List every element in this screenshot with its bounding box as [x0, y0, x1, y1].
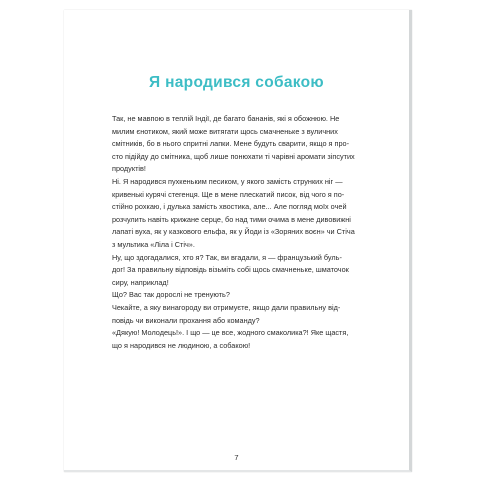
text-line: милим єнотиком, який може витягати щось смачненьке з вуличних: [112, 126, 338, 136]
text-line: Ні. Я народився пухкеньким песиком, у якого замість стрункиx ніг —: [112, 176, 343, 186]
text-line: розчулить навіть крижане серце, бо над тими очима в мене дивовижні: [112, 214, 351, 224]
text-line: стійно рохкаю, і дулька замість хвостика, але... Але погляд моїх очей: [112, 202, 347, 212]
paragraph-3: [98, 252, 380, 290]
page-body: [98, 113, 380, 352]
paragraph-4: [98, 289, 380, 302]
text-line: продуктів!: [112, 164, 146, 174]
text-line: повідь чи виконали прохання або команду?: [112, 315, 260, 325]
text-line: Ну, що здогадалися, хто я? Так, ви вгадали, я — французький буль-: [112, 252, 342, 262]
paragraph-5: [98, 302, 380, 327]
paragraph-2: [98, 176, 380, 252]
text-line: з мультика «Ліла і Стіч».: [112, 239, 195, 249]
paragraph-6: [98, 327, 380, 352]
text-line: смітників, бо в нього спритні лапки. Мене будуть сварити, якщо я про-: [112, 139, 350, 149]
page-number: 7: [234, 453, 239, 462]
text-line: дог! За правильну відповідь візьміть собі щось смачненьке, шматочок: [112, 265, 349, 275]
text-line: «Дякую! Молодець!». І що — це все, жодного смаколика?! Яке щастя,: [112, 328, 349, 338]
text-line: Чекайте, а яку винагороду ви отримуєте, якщо дали правильну від-: [112, 302, 341, 312]
text-line: Так, не мавпою в теплій Індії, де багато бананів, які я обожнюю. Не: [112, 114, 340, 123]
text-line: Щo? Вас так дорослі не тренують?: [112, 290, 230, 300]
text-line: кривенькі курячі стегенця. Ще в мене плескатий писок, від чого я по-: [112, 189, 345, 199]
text-line: що я народився не людиною, а собакою!: [112, 340, 251, 350]
page-title: Я народився собакою: [149, 74, 324, 91]
text-line: сто підійду до смітника, щоб лише понюхати ті чарівні аромати зіпсутих: [112, 151, 355, 161]
book-page: [64, 10, 412, 472]
text-line: лапаті вуха, як у казкового ельфа, як у Йоди із «Зоряних воєн» чи Стіча: [112, 227, 355, 237]
paragraph-1: [98, 113, 380, 176]
text-line: сиру, наприклад!: [112, 277, 169, 287]
